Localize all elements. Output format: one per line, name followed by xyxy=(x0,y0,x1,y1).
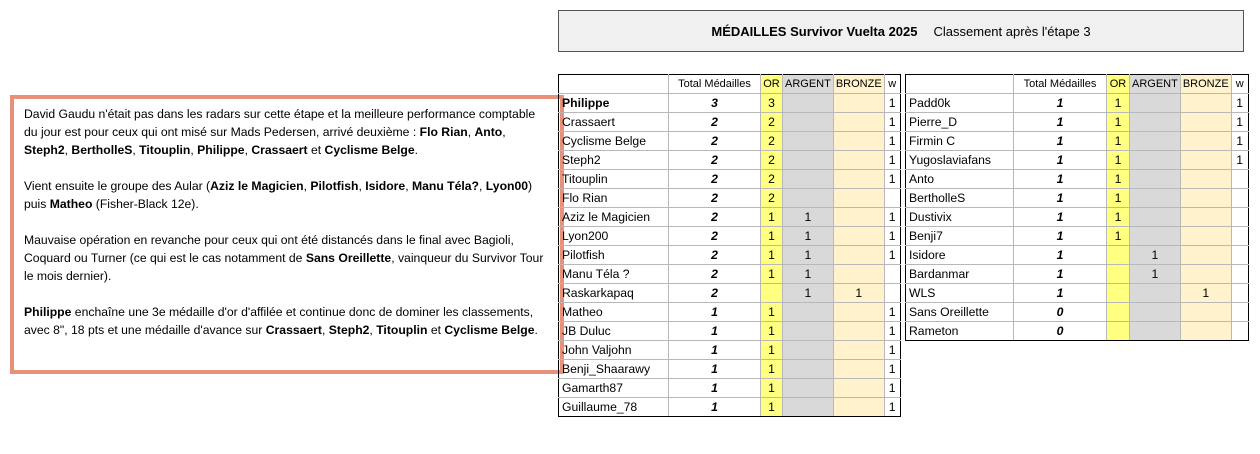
w-cell: 1 xyxy=(884,113,900,132)
total-medals-cell: 2 xyxy=(669,208,761,227)
total-medals-cell: 1 xyxy=(1014,265,1107,284)
silver-cell xyxy=(1130,322,1181,341)
player-name: Philippe xyxy=(197,143,245,157)
player-name-cell: Crassaert xyxy=(559,113,669,132)
silver-cell xyxy=(1130,303,1181,322)
player-name-cell: BertholleS xyxy=(906,189,1014,208)
player-name: Isidore xyxy=(365,179,406,193)
bronze-cell xyxy=(833,265,884,284)
player-name-cell: Cyclisme Belge xyxy=(559,132,669,151)
player-name-cell: Sans Oreillette xyxy=(906,303,1014,322)
table-row xyxy=(906,113,1249,132)
header-total: Total Médailles xyxy=(1014,75,1107,94)
silver-cell xyxy=(783,132,834,151)
gold-cell xyxy=(1107,265,1130,284)
w-cell: 1 xyxy=(1231,132,1248,151)
medals-table-right xyxy=(905,74,1249,341)
bronze-cell xyxy=(833,170,884,189)
page-title: MÉDAILLES Survivor Vuelta 2025 xyxy=(711,23,918,39)
player-name-cell: Lyon200 xyxy=(559,227,669,246)
player-name-cell: Pierre_D xyxy=(906,113,1014,132)
table-row xyxy=(906,189,1249,208)
silver-cell xyxy=(1130,284,1181,303)
gold-cell: 1 xyxy=(761,265,783,284)
w-cell: 1 xyxy=(884,170,900,189)
table-row xyxy=(906,151,1249,170)
gold-cell: 1 xyxy=(1107,132,1130,151)
total-medals-cell: 1 xyxy=(669,303,761,322)
w-cell xyxy=(1231,170,1248,189)
bronze-cell xyxy=(833,360,884,379)
w-cell xyxy=(884,265,900,284)
gold-cell: 2 xyxy=(761,151,783,170)
total-medals-cell: 1 xyxy=(1014,189,1107,208)
total-medals-cell: 2 xyxy=(669,265,761,284)
silver-cell: 1 xyxy=(783,265,834,284)
gold-cell: 2 xyxy=(761,189,783,208)
player-name: Manu Téla? xyxy=(411,179,480,193)
silver-cell: 1 xyxy=(783,227,834,246)
player-name: Steph2 xyxy=(24,143,65,157)
bronze-cell xyxy=(1180,227,1231,246)
silver-cell: 1 xyxy=(783,246,834,265)
w-cell xyxy=(1231,284,1248,303)
player-name: Steph2 xyxy=(328,323,370,337)
bronze-cell xyxy=(833,322,884,341)
player-name: BertholleS xyxy=(71,143,133,157)
player-name-cell: Flo Rian xyxy=(559,189,669,208)
player-name: Crassaert xyxy=(265,323,322,337)
silver-cell xyxy=(1130,208,1181,227)
total-medals-cell: 1 xyxy=(1014,132,1107,151)
silver-cell xyxy=(1130,94,1181,113)
total-medals-cell: 1 xyxy=(1014,227,1107,246)
silver-cell: 1 xyxy=(1130,246,1181,265)
w-cell: 1 xyxy=(884,303,900,322)
page-header xyxy=(558,10,1244,52)
gold-cell: 1 xyxy=(761,322,783,341)
total-medals-cell: 2 xyxy=(669,170,761,189)
gold-cell: 1 xyxy=(761,398,783,417)
player-name-cell: Isidore xyxy=(906,246,1014,265)
player-name-cell: Titouplin xyxy=(559,170,669,189)
player-name-cell: Raskarkapaq xyxy=(559,284,669,303)
player-name-cell: Bardanmar xyxy=(906,265,1014,284)
table-row xyxy=(906,265,1249,284)
w-cell xyxy=(1231,208,1248,227)
bronze-cell xyxy=(833,113,884,132)
table-row xyxy=(559,170,901,189)
player-name: Philippe xyxy=(24,305,72,319)
bronze-cell xyxy=(1180,94,1231,113)
total-medals-cell: 1 xyxy=(669,360,761,379)
player-name: Flo Rian xyxy=(419,125,468,139)
total-medals-cell: 2 xyxy=(669,284,761,303)
total-medals-cell: 1 xyxy=(1014,151,1107,170)
table-row xyxy=(559,94,901,113)
table-row xyxy=(906,284,1249,303)
player-name-cell: Dustivix xyxy=(906,208,1014,227)
commentary-box xyxy=(10,95,564,374)
total-medals-cell: 1 xyxy=(1014,208,1107,227)
bronze-cell xyxy=(833,227,884,246)
commentary-paragraph-4: Philippe enchaîne une 3e médaille d'or d'affilée et continue donc de dominer les classements, avec 8", 18 pts et une médaille d'avance sur Crassaert, Steph2, Titouplin et Cyclisme Belge. xyxy=(24,305,538,337)
bronze-cell xyxy=(833,398,884,417)
total-medals-cell: 1 xyxy=(669,379,761,398)
total-medals-cell: 1 xyxy=(669,322,761,341)
w-cell xyxy=(1231,303,1248,322)
table-row xyxy=(559,398,901,417)
header-w: w xyxy=(884,75,900,94)
w-cell: 1 xyxy=(1231,113,1248,132)
bronze-cell xyxy=(833,246,884,265)
bronze-cell xyxy=(1180,322,1231,341)
bronze-cell xyxy=(833,132,884,151)
header-bronze: BRONZE xyxy=(833,75,884,94)
gold-cell: 1 xyxy=(761,379,783,398)
table-row xyxy=(906,208,1249,227)
gold-cell: 2 xyxy=(761,170,783,189)
table-row xyxy=(906,303,1249,322)
gold-cell: 1 xyxy=(761,303,783,322)
total-medals-cell: 3 xyxy=(669,94,761,113)
gold-cell: 1 xyxy=(761,227,783,246)
header-w: w xyxy=(1231,75,1248,94)
w-cell xyxy=(1231,189,1248,208)
bronze-cell xyxy=(1180,151,1231,170)
gold-cell: 1 xyxy=(1107,208,1130,227)
table-row xyxy=(906,170,1249,189)
silver-cell xyxy=(1130,113,1181,132)
player-name: Sans Oreillette xyxy=(305,251,392,265)
player-name-cell: Anto xyxy=(906,170,1014,189)
w-cell: 1 xyxy=(884,360,900,379)
player-name: Cyclisme Belge xyxy=(444,323,535,337)
player-name-cell: Pilotfish xyxy=(559,246,669,265)
silver-cell xyxy=(1130,132,1181,151)
table-row xyxy=(559,132,901,151)
player-name-cell: Aziz le Magicien xyxy=(559,208,669,227)
bronze-cell xyxy=(833,341,884,360)
table-row xyxy=(559,151,901,170)
player-name: Crassaert xyxy=(251,143,308,157)
total-medals-cell: 0 xyxy=(1014,303,1107,322)
w-cell: 1 xyxy=(1231,94,1248,113)
silver-cell xyxy=(783,94,834,113)
silver-cell xyxy=(1130,189,1181,208)
header-name-cell xyxy=(559,75,669,94)
bronze-cell: 1 xyxy=(833,284,884,303)
total-medals-cell: 0 xyxy=(1014,322,1107,341)
bronze-cell xyxy=(1180,132,1231,151)
silver-cell xyxy=(783,170,834,189)
table-row xyxy=(559,341,901,360)
total-medals-cell: 2 xyxy=(669,189,761,208)
bronze-cell xyxy=(1180,265,1231,284)
player-name-cell: Philippe xyxy=(559,94,669,113)
player-name-cell: Benji_Shaarawy xyxy=(559,360,669,379)
player-name: Aziz le Magicien xyxy=(210,179,304,193)
total-medals-cell: 1 xyxy=(1014,284,1107,303)
table-row xyxy=(906,246,1249,265)
player-name-cell: Gamarth87 xyxy=(559,379,669,398)
bronze-cell xyxy=(833,303,884,322)
w-cell: 1 xyxy=(884,151,900,170)
bronze-cell xyxy=(833,189,884,208)
bronze-cell xyxy=(833,151,884,170)
bronze-cell xyxy=(833,379,884,398)
w-cell: 1 xyxy=(884,132,900,151)
gold-cell: 1 xyxy=(1107,189,1130,208)
silver-cell xyxy=(783,322,834,341)
w-cell: 1 xyxy=(884,246,900,265)
total-medals-cell: 2 xyxy=(669,227,761,246)
player-name-cell: Padd0k xyxy=(906,94,1014,113)
table-row xyxy=(559,227,901,246)
player-name: Matheo xyxy=(49,197,93,211)
w-cell: 1 xyxy=(884,398,900,417)
silver-cell xyxy=(783,360,834,379)
header-bronze: BRONZE xyxy=(1180,75,1231,94)
gold-cell: 1 xyxy=(1107,170,1130,189)
table-header-row xyxy=(906,75,1249,94)
commentary-paragraph-2: Vient ensuite le groupe des Aular (Aziz le Magicien, Pilotfish, Isidore, Manu Téla?, Lyon00) puis Matheo (Fisher-Black 12e). xyxy=(24,179,533,211)
bronze-cell xyxy=(833,94,884,113)
player-name-cell: John Valjohn xyxy=(559,341,669,360)
table-row xyxy=(559,189,901,208)
player-name-cell: Matheo xyxy=(559,303,669,322)
silver-cell xyxy=(783,398,834,417)
total-medals-cell: 2 xyxy=(669,151,761,170)
silver-cell xyxy=(783,303,834,322)
w-cell: 1 xyxy=(884,322,900,341)
w-cell: 1 xyxy=(884,94,900,113)
w-cell xyxy=(1231,246,1248,265)
total-medals-cell: 1 xyxy=(1014,113,1107,132)
table-row xyxy=(906,322,1249,341)
table-row xyxy=(559,265,901,284)
silver-cell xyxy=(783,151,834,170)
w-cell: 1 xyxy=(884,208,900,227)
table-row xyxy=(906,132,1249,151)
player-name-cell: Rameton xyxy=(906,322,1014,341)
w-cell xyxy=(884,284,900,303)
table-row xyxy=(559,284,901,303)
player-name-cell: WLS xyxy=(906,284,1014,303)
table-row xyxy=(559,360,901,379)
bronze-cell xyxy=(1180,303,1231,322)
header-total: Total Médailles xyxy=(669,75,761,94)
gold-cell: 1 xyxy=(1107,113,1130,132)
silver-cell xyxy=(783,341,834,360)
table-row xyxy=(559,379,901,398)
total-medals-cell: 1 xyxy=(1014,246,1107,265)
silver-cell xyxy=(783,379,834,398)
player-name: Pilotfish xyxy=(310,179,359,193)
table-row xyxy=(559,208,901,227)
bronze-cell xyxy=(833,208,884,227)
gold-cell: 2 xyxy=(761,132,783,151)
table-row xyxy=(906,94,1249,113)
bronze-cell xyxy=(1180,208,1231,227)
silver-cell xyxy=(1130,227,1181,246)
table-row xyxy=(559,303,901,322)
player-name-cell: Manu Téla ? xyxy=(559,265,669,284)
player-name: Anto xyxy=(474,125,503,139)
gold-cell xyxy=(1107,322,1130,341)
silver-cell: 1 xyxy=(783,284,834,303)
bronze-cell xyxy=(1180,246,1231,265)
table-row xyxy=(906,227,1249,246)
gold-cell xyxy=(761,284,783,303)
bronze-cell: 1 xyxy=(1180,284,1231,303)
w-cell xyxy=(1231,322,1248,341)
gold-cell xyxy=(1107,284,1130,303)
silver-cell: 1 xyxy=(783,208,834,227)
medals-table-left xyxy=(558,74,901,417)
player-name: Titouplin xyxy=(376,323,428,337)
header-name-cell xyxy=(906,75,1014,94)
player-name-cell: Benji7 xyxy=(906,227,1014,246)
gold-cell: 1 xyxy=(1107,151,1130,170)
header-or: OR xyxy=(761,75,783,94)
w-cell: 1 xyxy=(884,227,900,246)
header-or: OR xyxy=(1107,75,1130,94)
player-name-cell: Firmin C xyxy=(906,132,1014,151)
silver-cell xyxy=(1130,151,1181,170)
player-name: Titouplin xyxy=(139,143,191,157)
bronze-cell xyxy=(1180,189,1231,208)
gold-cell: 3 xyxy=(761,94,783,113)
page-subtitle: Classement après l'étape 3 xyxy=(933,23,1091,39)
silver-cell xyxy=(783,113,834,132)
table-header-row xyxy=(559,75,901,94)
silver-cell: 1 xyxy=(1130,265,1181,284)
table-row xyxy=(559,322,901,341)
gold-cell xyxy=(1107,246,1130,265)
player-name: Cyclisme Belge xyxy=(324,143,415,157)
header-argent: ARGENT xyxy=(1130,75,1181,94)
gold-cell xyxy=(1107,303,1130,322)
w-cell xyxy=(1231,227,1248,246)
header-argent: ARGENT xyxy=(783,75,834,94)
commentary-paragraph-3: Mauvaise opération en revanche pour ceux qui ont été distancés dans le final avec Bagioli, Coquard ou Turner (ce qui est le cas notamment de Sans Oreillette, vainqueur du Survivor Tour le mois dernier). xyxy=(24,233,544,283)
gold-cell: 2 xyxy=(761,113,783,132)
w-cell xyxy=(1231,265,1248,284)
bronze-cell xyxy=(1180,113,1231,132)
silver-cell xyxy=(1130,170,1181,189)
gold-cell: 1 xyxy=(1107,227,1130,246)
w-cell: 1 xyxy=(884,379,900,398)
table-row xyxy=(559,113,901,132)
w-cell: 1 xyxy=(884,341,900,360)
w-cell xyxy=(884,189,900,208)
player-name: Lyon00 xyxy=(485,179,529,193)
bronze-cell xyxy=(1180,170,1231,189)
silver-cell xyxy=(783,189,834,208)
total-medals-cell: 1 xyxy=(669,341,761,360)
total-medals-cell: 1 xyxy=(669,398,761,417)
player-name-cell: Steph2 xyxy=(559,151,669,170)
gold-cell: 1 xyxy=(761,341,783,360)
player-name-cell: Yugoslaviafans xyxy=(906,151,1014,170)
w-cell: 1 xyxy=(1231,151,1248,170)
gold-cell: 1 xyxy=(761,360,783,379)
gold-cell: 1 xyxy=(1107,94,1130,113)
total-medals-cell: 1 xyxy=(1014,170,1107,189)
player-name-cell: Guillaume_78 xyxy=(559,398,669,417)
total-medals-cell: 2 xyxy=(669,246,761,265)
total-medals-cell: 1 xyxy=(1014,94,1107,113)
total-medals-cell: 2 xyxy=(669,113,761,132)
commentary-paragraph-1: David Gaudu n'était pas dans les radars sur cette étape et la meilleure performance comptable du jour est pour ceux qui ont misé sur Mads Pedersen, arrivé deuxième : Flo Rian, Anto, Steph2, BertholleS, Titouplin, Philippe, Crassaert et Cyclisme Belge. xyxy=(24,107,536,157)
player-name-cell: JB Duluc xyxy=(559,322,669,341)
gold-cell: 1 xyxy=(761,208,783,227)
table-row xyxy=(559,246,901,265)
gold-cell: 1 xyxy=(761,246,783,265)
total-medals-cell: 2 xyxy=(669,132,761,151)
